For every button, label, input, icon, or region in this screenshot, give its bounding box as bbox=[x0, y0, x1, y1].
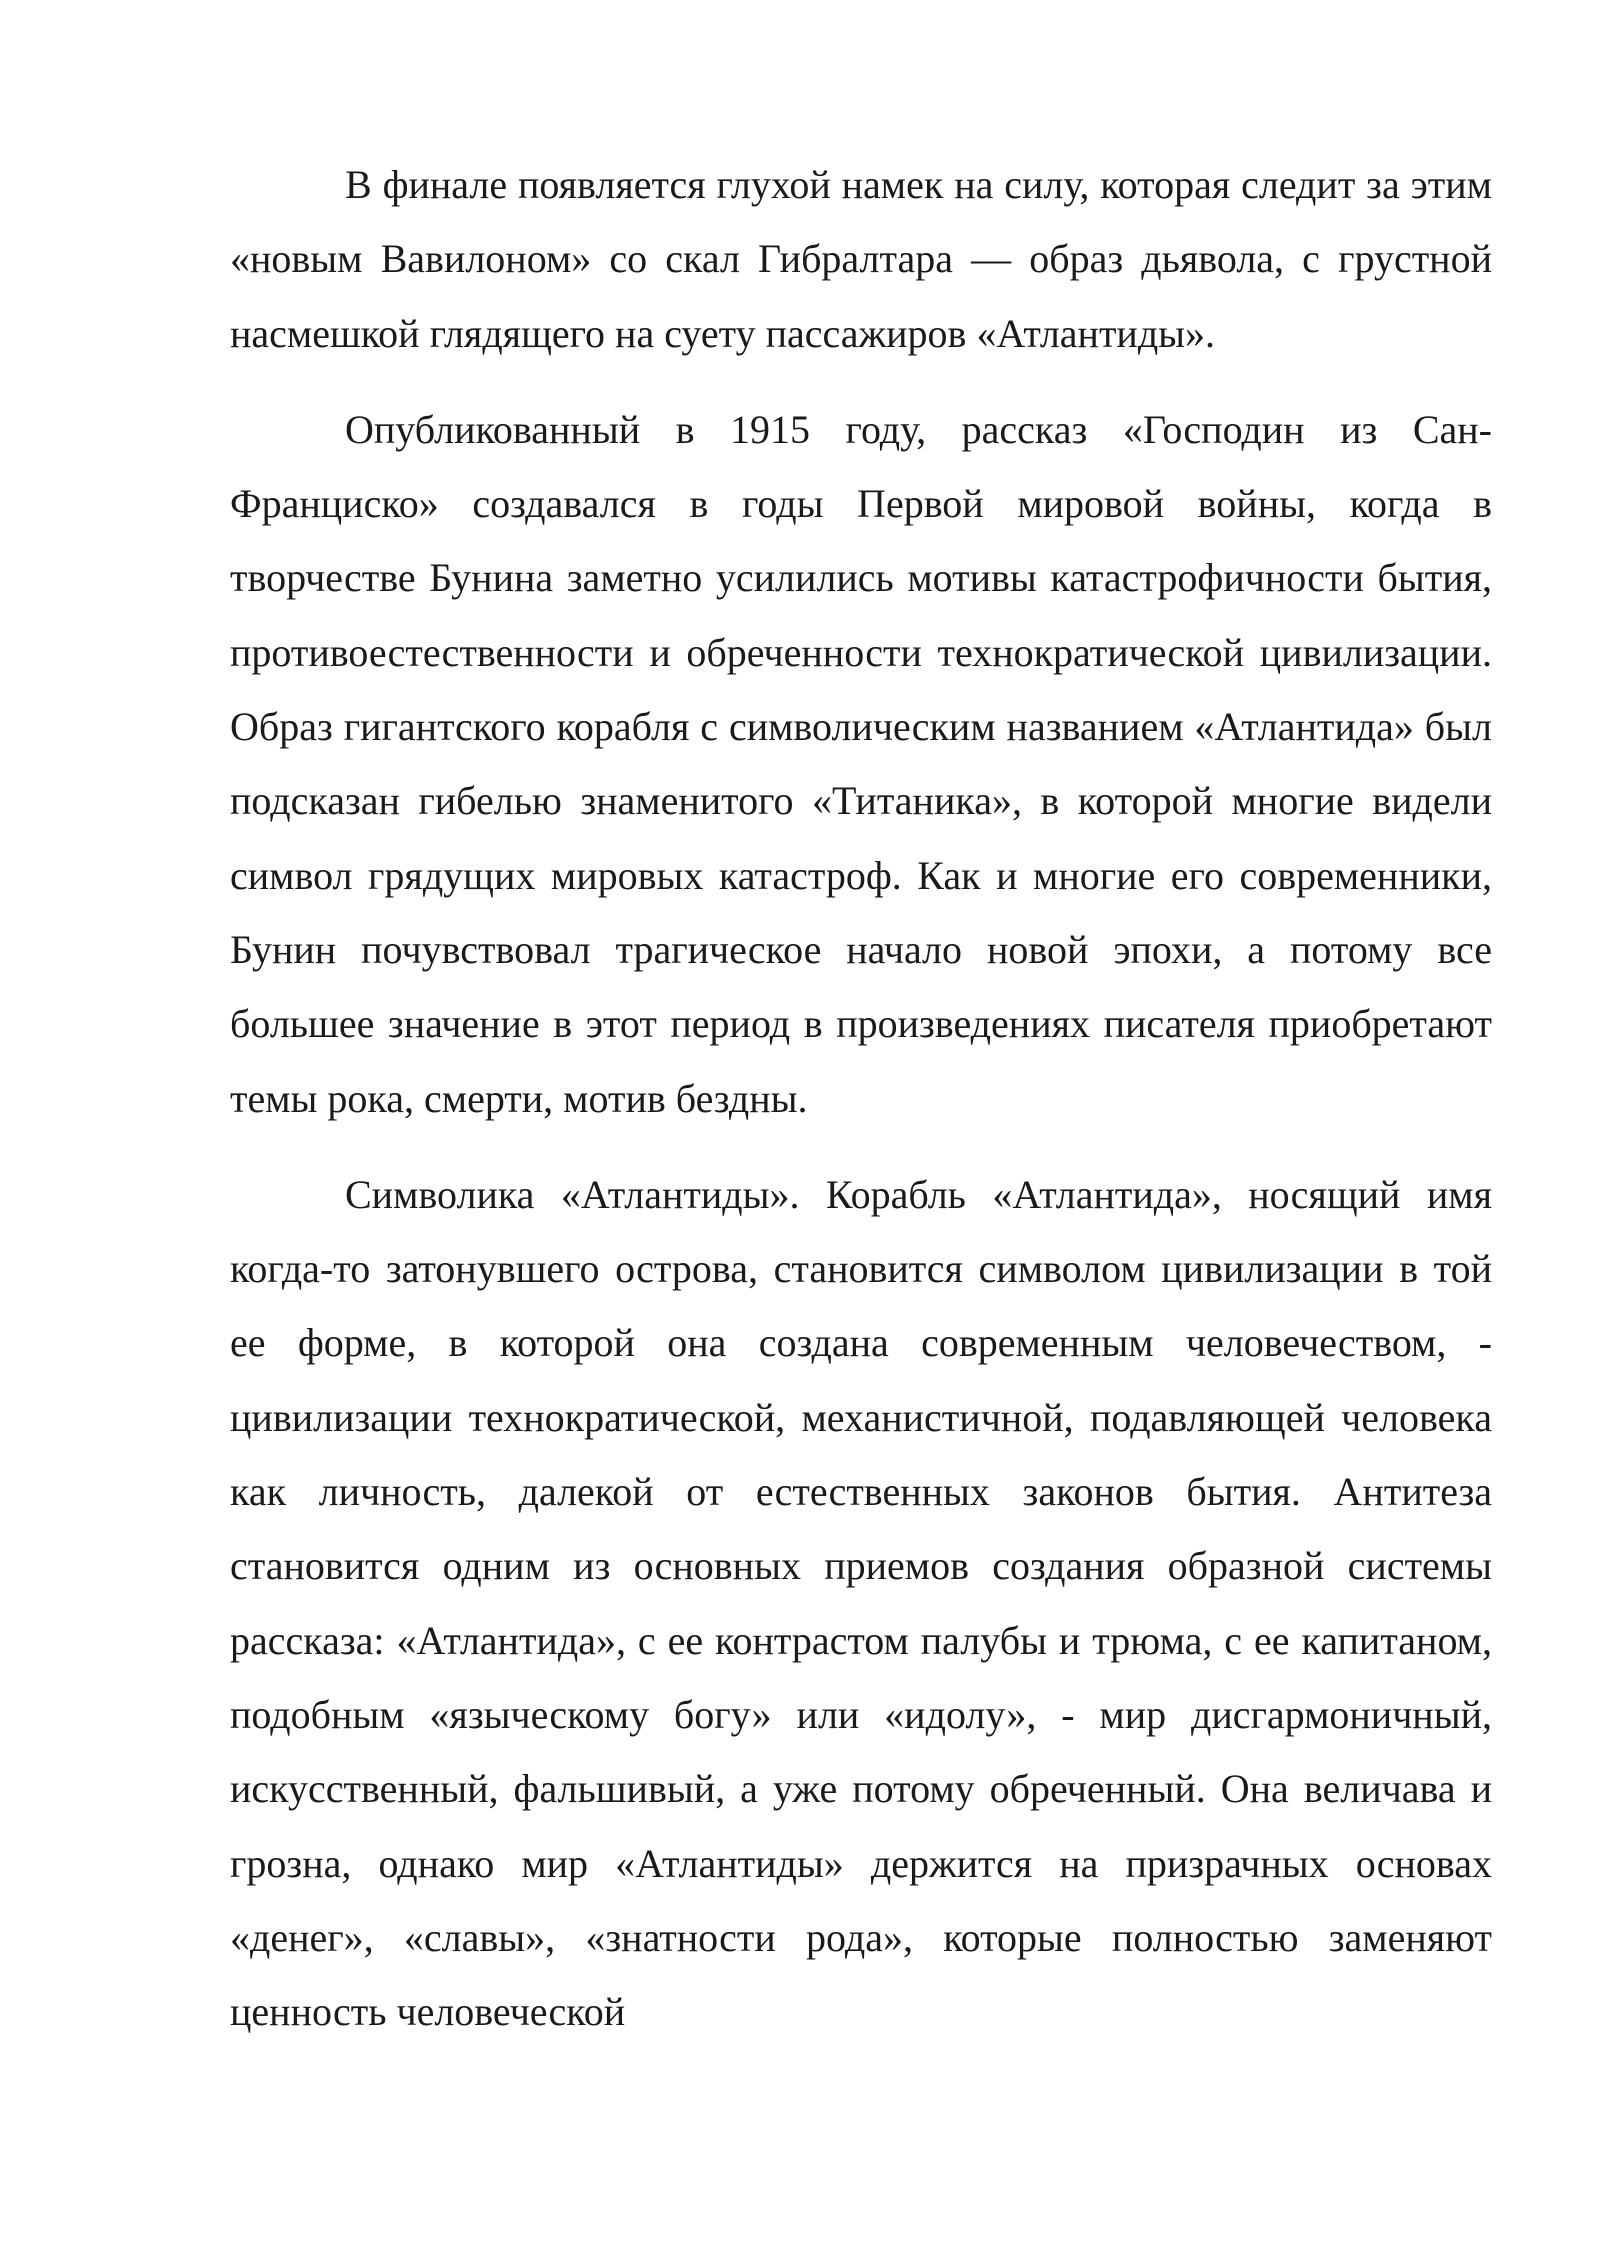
paragraph-symbolism: Символика «Атлантиды». Корабль «Атлантида», носящий имя когда-то затонувшего острова, становится символом цивилизации в той ее форме, в которой она создана современным человечеством, - цивилизации технократической, механистичной, подавляющей человека как личность, далекой от естественных законов бытия. Антитеза становится одним из основных приемов создания образной системы рассказа: «Атлантида», с ее контрастом палубы и трюма, с ее капитаном, подобным «языческому богу» или «идолу», - мир дисгармоничный, искусственный, фальшивый, а уже потому обреченный. Она величава и грозна, однако мир «Атлантиды» держится на призрачных основах «денег», «славы», «знатности рода», которые полностью заменяют ценность человеческой bbox=[230, 1171, 1492, 2035]
paragraph-gibraltar: В финале появляется глухой намек на силу, которая следит за этим «новым Вавилоном» со скал Гибралтара — образ дьявола, с грустной насмешкой глядящего на суету пассажиров «Атлантиды». bbox=[230, 162, 1492, 356]
document-body bbox=[230, 148, 1492, 2071]
paragraph-publication: Опубликованный в 1915 году, рассказ «Господин из Сан-Франциско» создавался в годы Первой мировой войны, когда в творчестве Бунина заметно усилились мотивы катастрофичности бытия, противоестественности и обреченности технократической цивилизации. Образ гигантского корабля с символическим названием «Атлантида» был подсказан гибелью знаменитого «Титаника», в которой многие видели символ грядущих мировых катастроф. Как и многие его современники, Бунин почувствовал трагическое начало новой эпохи, а потому все большее значение в этот период в произведениях писателя приобретают темы рока, смерти, мотив бездны. bbox=[230, 406, 1492, 1121]
